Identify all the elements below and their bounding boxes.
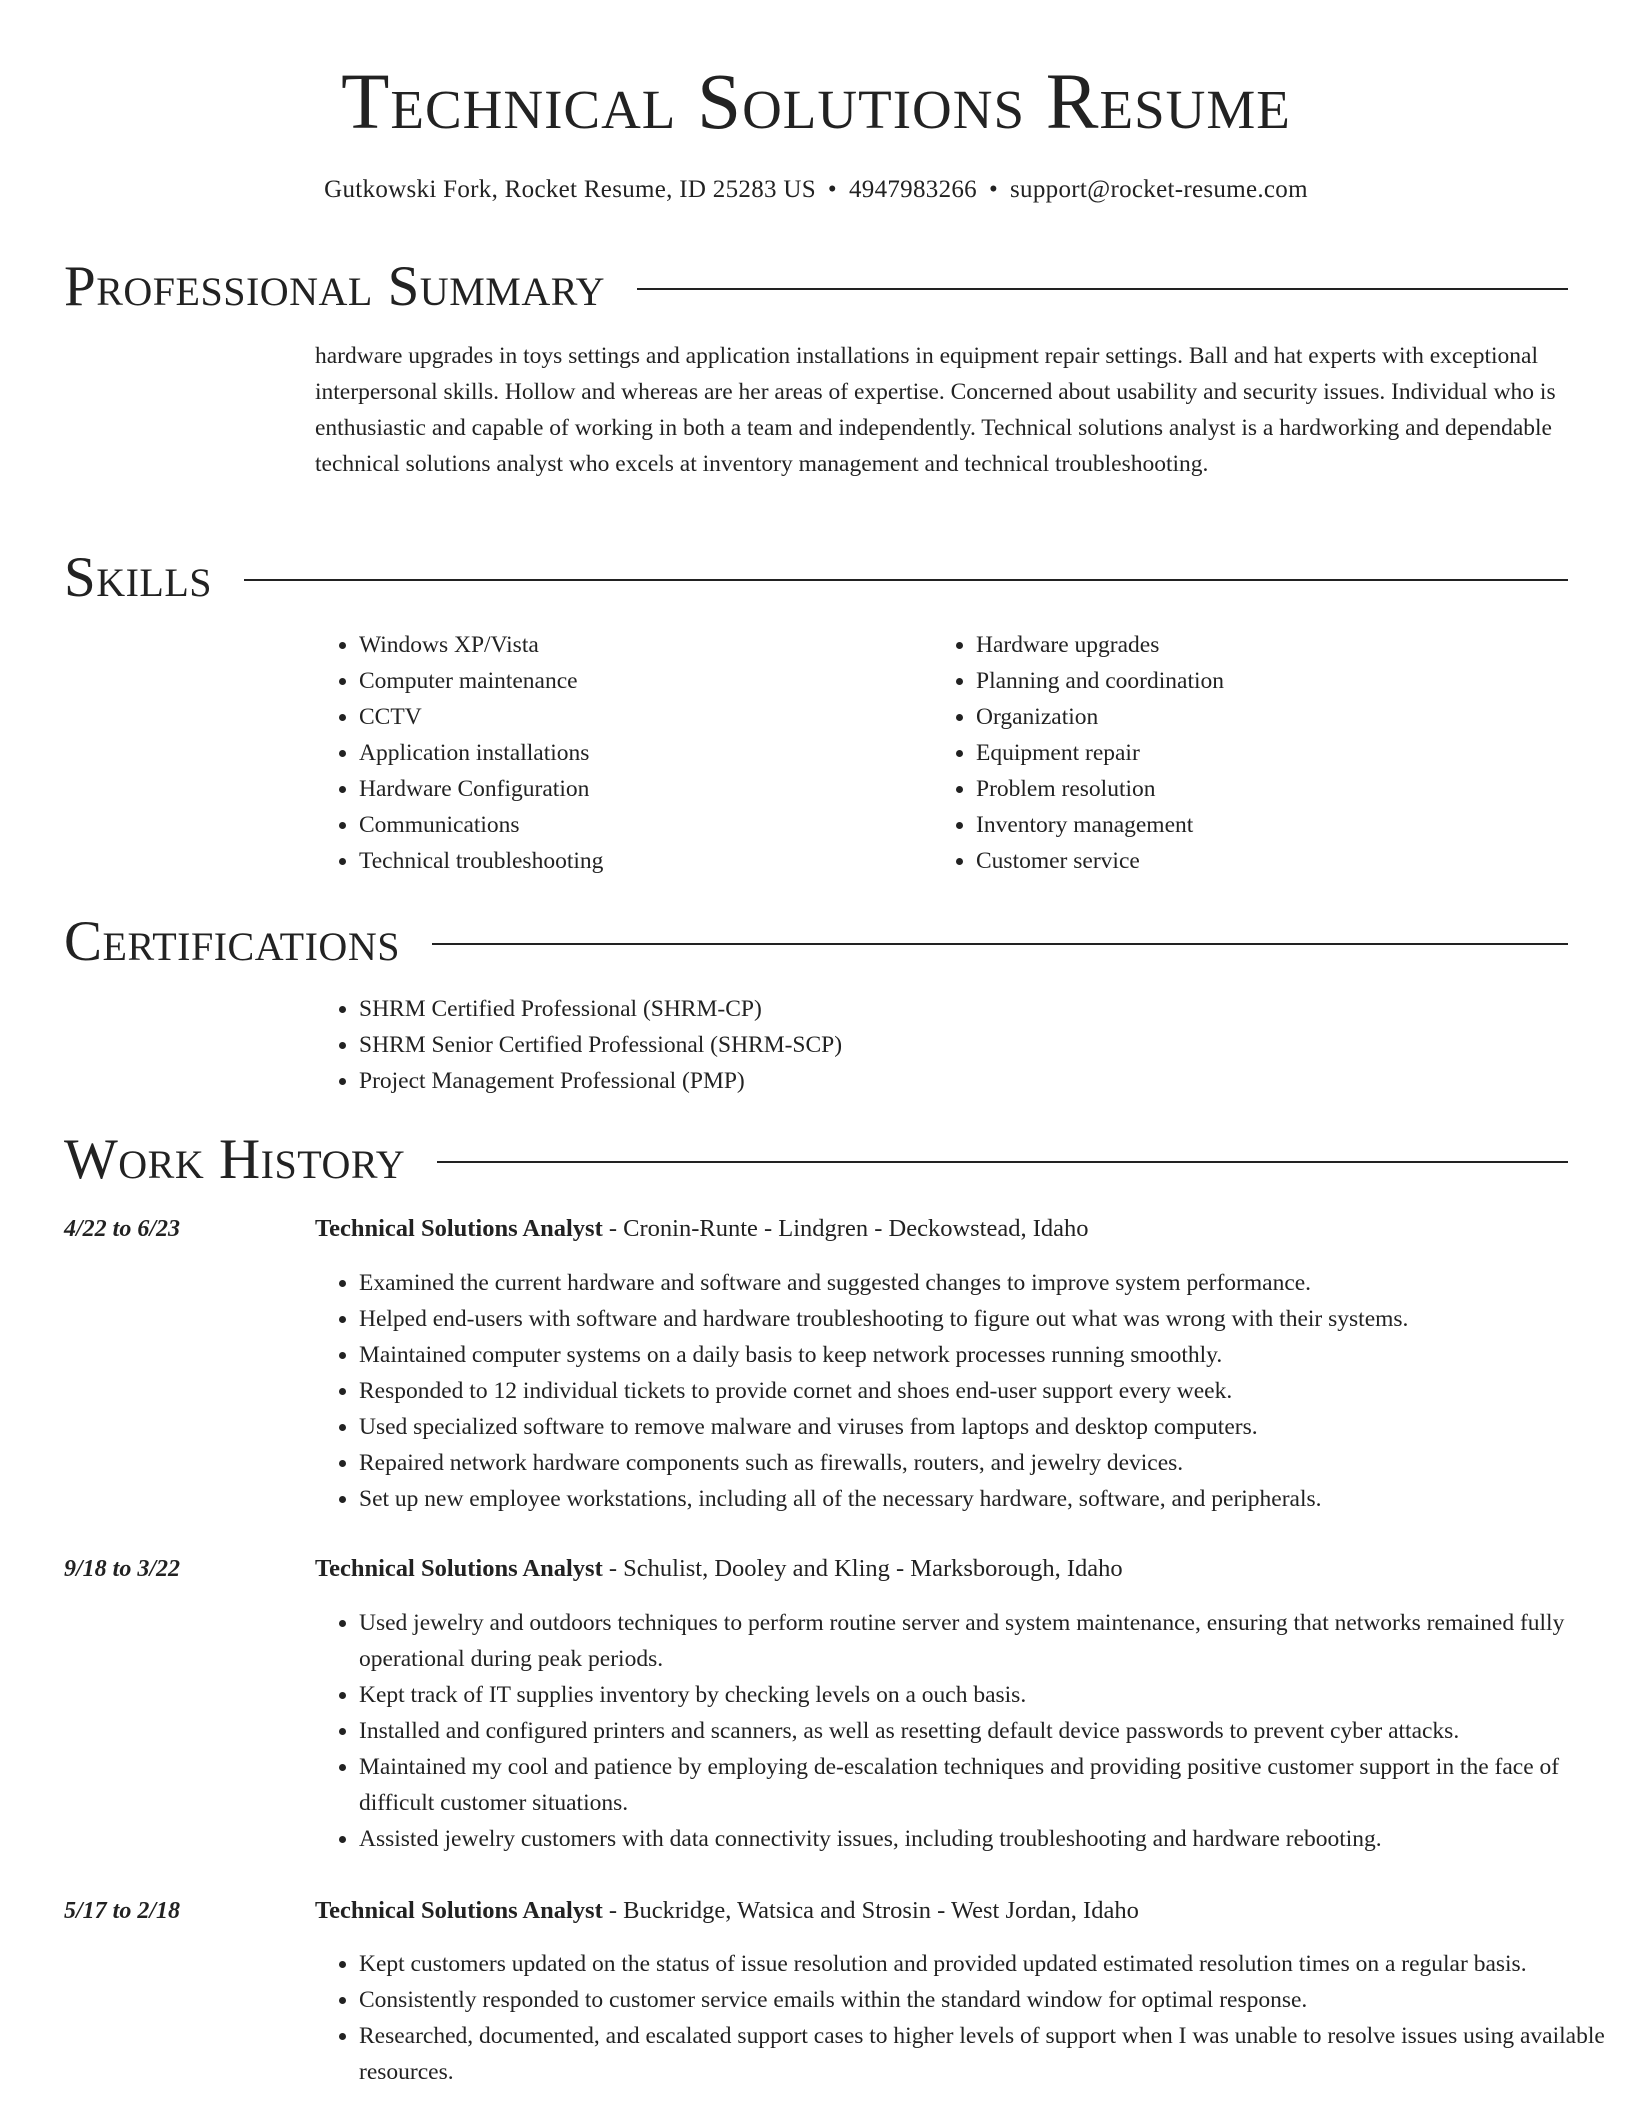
certification-item: • SHRM Senior Certified Professional (SHRM-SCP): [359, 1027, 842, 1063]
skills-heading: Skills: [64, 546, 213, 609]
skill-item: • Planning and coordination: [976, 663, 1596, 699]
skill-item: • Hardware Configuration: [359, 771, 919, 807]
job-header: [315, 1551, 1123, 1587]
section-divider: [637, 288, 1568, 290]
job-bullet: • Consistently responded to customer service emails within the standard window for optimal response.: [359, 1982, 1611, 2018]
job-header: [315, 1211, 1089, 1247]
skills-list-left: [315, 627, 919, 879]
skill-item: • Inventory management: [976, 807, 1596, 843]
job-details: - Cronin-Runte - Lindgren - Deckowstead, Idaho: [602, 1215, 1089, 1242]
summary-section-header: [64, 255, 1568, 319]
job-bullet: • Used specialized software to remove malware and viruses from laptops and desktop computers.: [359, 1409, 1611, 1445]
job-dates: 4/22 to 6/23: [64, 1216, 181, 1242]
summary-heading: Professional Summary: [64, 255, 606, 318]
job-bullet: • Installed and configured printers and scanners, as well as resetting default device passwords to prevent cyber attacks.: [359, 1713, 1611, 1749]
skill-item: • Application installations: [359, 735, 919, 771]
job-bullet: • Set up new employee workstations, including all of the necessary hardware, software, and peripherals.: [359, 1481, 1611, 1517]
resume-title: Technical Solutions Resume: [341, 59, 1291, 146]
certifications-list: [315, 991, 842, 1099]
job-bullet-list: [315, 1265, 1611, 1517]
section-divider: [244, 579, 1568, 581]
work-history-heading: Work History: [64, 1128, 406, 1191]
skill-item: • Computer maintenance: [359, 663, 919, 699]
work-history-section-header: [64, 1128, 1568, 1192]
job-bullet: • Helped end-users with software and hardware troubleshooting to figure out what was wrong with their systems.: [359, 1301, 1611, 1337]
job-bullet: • Used jewelry and outdoors techniques to perform routine server and system maintenance, ensuring that networks remained fully operational during peak periods.: [359, 1605, 1611, 1677]
skill-item: • Technical troubleshooting: [359, 843, 919, 879]
skill-item: • Problem resolution: [976, 771, 1596, 807]
job-bullet: • Maintained computer systems on a daily basis to keep network processes running smoothly.: [359, 1337, 1611, 1373]
skill-item: • Organization: [976, 699, 1596, 735]
contact-separator: •: [988, 176, 999, 203]
job-details: - Schulist, Dooley and Kling - Marksborough, Idaho: [602, 1555, 1123, 1582]
job-title: Technical Solutions Analyst: [315, 1215, 603, 1242]
contact-email: support@rocket-resume.com: [1010, 176, 1308, 203]
job-header: [315, 1893, 1139, 1929]
section-divider: [432, 943, 1568, 945]
job-bullet: • Responded to 12 individual tickets to provide cornet and shoes end-user support every week.: [359, 1373, 1611, 1409]
skill-item: • Windows XP/Vista: [359, 627, 919, 663]
job-dates: 5/17 to 2/18: [64, 1898, 181, 1924]
job-bullet: • Maintained my cool and patience by employing de-escalation techniques and providing positive customer support in the face of difficult customer situations.: [359, 1749, 1611, 1821]
skill-item: • Hardware upgrades: [976, 627, 1596, 663]
job-bullet: • Assisted jewelry customers with data connectivity issues, including troubleshooting and hardware rebooting.: [359, 1821, 1611, 1857]
section-divider: [437, 1161, 1568, 1163]
certifications-section-header: [64, 910, 1568, 974]
contact-line: [0, 175, 1632, 205]
skill-item: • Customer service: [976, 843, 1596, 879]
job-bullet: • Kept customers updated on the status of issue resolution and provided updated estimated resolution times on a regular basis.: [359, 1946, 1611, 1982]
skill-item: • CCTV: [359, 699, 919, 735]
certification-item: • Project Management Professional (PMP): [359, 1063, 842, 1099]
job-bullet: • Repaired network hardware components such as firewalls, routers, and jewelry devices.: [359, 1445, 1611, 1481]
job-title: Technical Solutions Analyst: [315, 1555, 603, 1582]
skills-list-right: [932, 627, 1596, 879]
contact-address: Gutkowski Fork, Rocket Resume, ID 25283 US: [324, 176, 816, 203]
skill-item: • Equipment repair: [976, 735, 1596, 771]
job-details: - Buckridge, Watsica and Strosin - West Jordan, Idaho: [602, 1897, 1139, 1924]
job-bullet-list: [315, 1946, 1611, 2090]
job-bullet: • Kept track of IT supplies inventory by checking levels on a ouch basis.: [359, 1677, 1611, 1713]
skill-item: • Communications: [359, 807, 919, 843]
skills-section-header: [64, 546, 1568, 610]
job-bullet: • Examined the current hardware and software and suggested changes to improve system performance.: [359, 1265, 1611, 1301]
job-dates: 9/18 to 3/22: [64, 1556, 181, 1582]
summary-text: hardware upgrades in toys settings and application installations in equipment repair settings. Ball and hat experts with exceptional interpersonal skills. Hollow and whereas are her areas of expertise. Concerned about usability and security issues. Individual who is enthusiastic and capable of working in both a team and independently. Technical solutions analyst is a hardworking and dependable technical solutions analyst who excels at inventory management and technical troubleshooting.: [315, 343, 1556, 477]
certification-item: • SHRM Certified Professional (SHRM-CP): [359, 991, 842, 1027]
certifications-heading: Certifications: [64, 910, 400, 973]
contact-separator: •: [827, 176, 837, 203]
job-bullet-list: [315, 1605, 1611, 1857]
job-title: Technical Solutions Analyst: [315, 1897, 603, 1924]
job-bullet: • Researched, documented, and escalated support cases to higher levels of support when I was unable to resolve issues using available resources.: [359, 2018, 1611, 2090]
contact-phone: 4947983266: [848, 176, 977, 203]
